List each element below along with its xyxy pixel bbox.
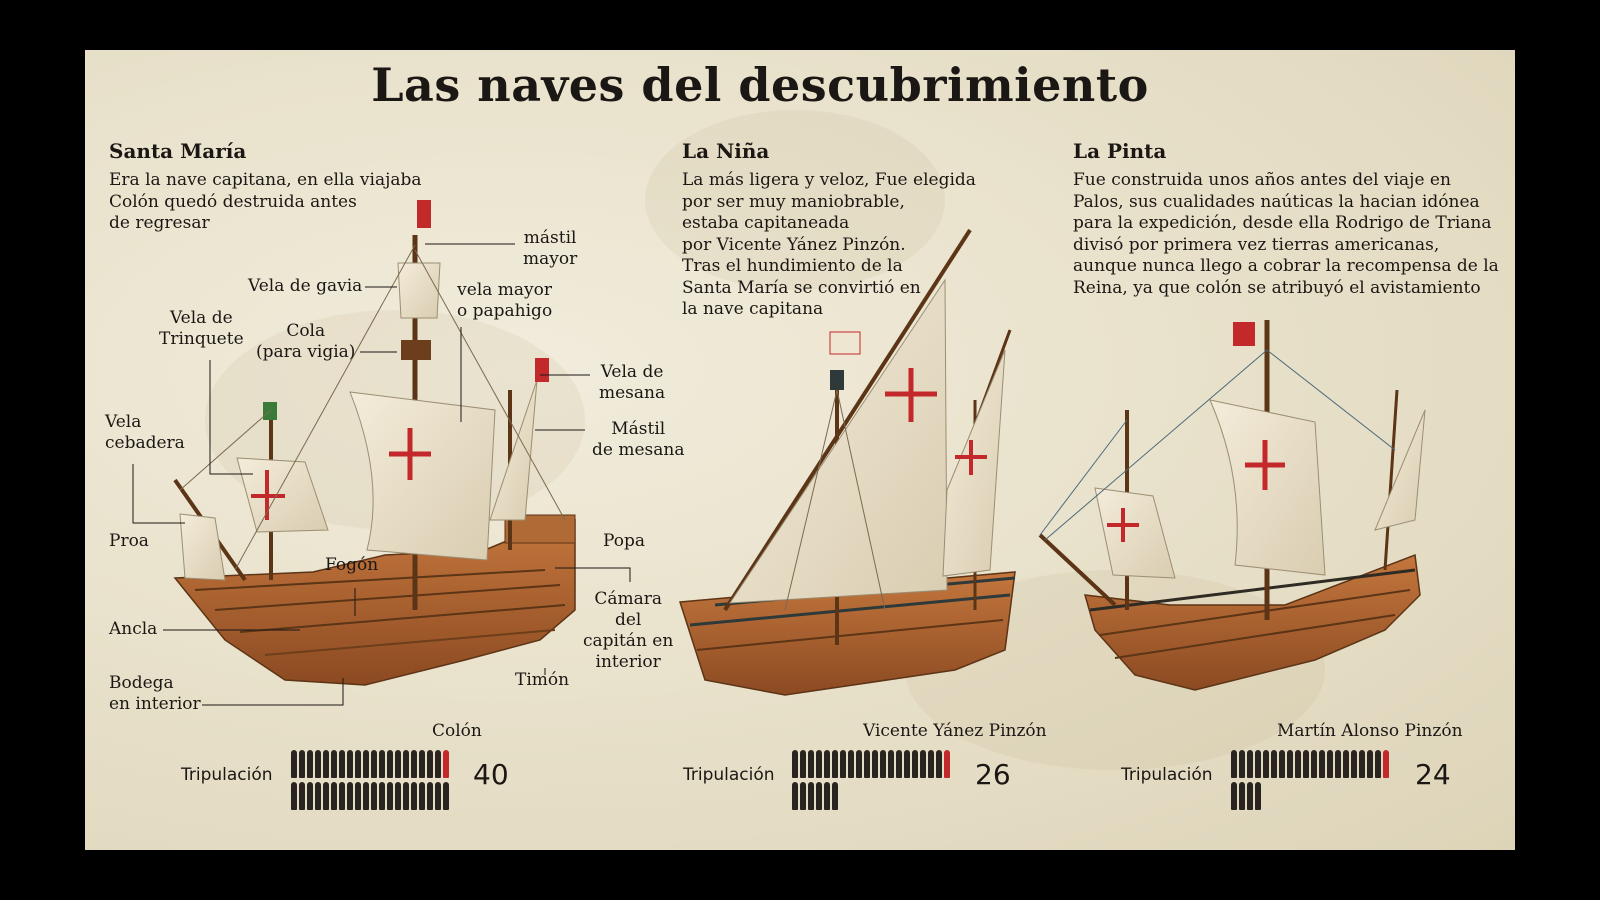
crew-person-icon xyxy=(864,750,870,778)
crew-person-icon xyxy=(339,750,345,778)
label-vela-gavia: Vela de gavia xyxy=(248,276,363,296)
crew-person-icon xyxy=(403,750,409,778)
crew-person-icon xyxy=(331,750,337,778)
crew-person-icon xyxy=(299,782,305,810)
crew-person-icon xyxy=(379,782,385,810)
crew-person-icon xyxy=(1311,750,1317,778)
crew-person-icon xyxy=(840,750,846,778)
ship-description-la-nina: La más ligera y veloz, Fue elegida por ser muy maniobrable, estaba capitaneada por Vicente Yánez Pinzón. Tras el hundimiento de la Santa María se convirtió en la nave capitana xyxy=(682,170,976,319)
ship-name-la-nina: La Niña xyxy=(682,139,770,163)
crew-person-icon xyxy=(1343,750,1349,778)
crew-label-la-pinta: Tripulación xyxy=(1121,765,1213,785)
ship-name-la-pinta: La Pinta xyxy=(1073,139,1167,163)
crew-person-icon xyxy=(355,750,361,778)
crew-person-icon xyxy=(331,782,337,810)
label-cola: Cola (para vigia) xyxy=(256,321,356,362)
label-fogon: Fogón xyxy=(325,555,379,575)
label-proa: Proa xyxy=(109,531,149,551)
crew-person-icon xyxy=(435,750,441,778)
crew-person-icon xyxy=(1279,750,1285,778)
crew-person-icon xyxy=(315,750,321,778)
label-popa: Popa xyxy=(603,531,646,551)
crew-icons-la-pinta xyxy=(1231,750,1389,778)
crew-person-icon xyxy=(816,750,822,778)
crew-person-icon xyxy=(1239,782,1245,810)
crew-person-icon xyxy=(291,750,297,778)
crew-person-icon xyxy=(1255,782,1261,810)
crew-person-icon xyxy=(1263,750,1269,778)
crew-person-icon xyxy=(355,782,361,810)
crew-person-icon xyxy=(1239,750,1245,778)
crew-person-icon xyxy=(419,750,425,778)
crew-person-icon xyxy=(371,750,377,778)
label-camara: Cámara del capitán en interior xyxy=(583,589,674,672)
crew-person-icon xyxy=(920,750,926,778)
crew-person-icon xyxy=(944,750,950,778)
crew-person-icon xyxy=(1335,750,1341,778)
crew-person-icon xyxy=(403,782,409,810)
crew-person-icon xyxy=(792,782,798,810)
crew-person-icon xyxy=(904,750,910,778)
crew-person-icon xyxy=(1367,750,1373,778)
crew-person-icon xyxy=(880,750,886,778)
ship-name-santa-maria: Santa María xyxy=(109,139,247,163)
crew-person-icon xyxy=(856,750,862,778)
crew-person-icon xyxy=(800,750,806,778)
santa-maria-drawing xyxy=(175,200,578,685)
label-bodega: Bodega en interior xyxy=(109,673,201,714)
label-vela-mesana: Vela de mesana xyxy=(599,362,666,403)
crew-icons-santa-maria xyxy=(291,782,449,810)
crew-person-icon xyxy=(1231,782,1237,810)
crew-person-icon xyxy=(387,750,393,778)
crew-person-icon xyxy=(1383,750,1389,778)
crew-person-icon xyxy=(291,782,297,810)
crew-person-icon xyxy=(1271,750,1277,778)
crew-icons-la-pinta xyxy=(1231,782,1261,810)
crew-person-icon xyxy=(1375,750,1381,778)
crew-person-icon xyxy=(1247,750,1253,778)
crew-person-icon xyxy=(363,782,369,810)
crew-person-icon xyxy=(411,750,417,778)
crew-label-la-nina: Tripulación xyxy=(683,765,775,785)
infographic-panel xyxy=(85,50,1515,850)
crew-person-icon xyxy=(832,750,838,778)
crew-person-icon xyxy=(1359,750,1365,778)
crew-person-icon xyxy=(435,782,441,810)
crew-person-icon xyxy=(808,782,814,810)
crew-person-icon xyxy=(1255,750,1261,778)
crew-person-icon xyxy=(427,750,433,778)
label-mastil-mesana: Mástil de mesana xyxy=(592,419,685,460)
crew-person-icon xyxy=(427,782,433,810)
crew-person-icon xyxy=(1247,782,1253,810)
crew-person-icon xyxy=(824,750,830,778)
crew-person-icon xyxy=(1319,750,1325,778)
crew-count-la-pinta: 24 xyxy=(1415,758,1451,791)
crew-person-icon xyxy=(323,782,329,810)
captain-la-nina: Vicente Yánez Pinzón xyxy=(863,721,1047,741)
crew-person-icon xyxy=(1327,750,1333,778)
label-timon: Timón xyxy=(515,670,570,690)
crew-person-icon xyxy=(307,782,313,810)
label-vela-mayor: vela mayor o papahigo xyxy=(457,280,553,321)
crew-person-icon xyxy=(299,750,305,778)
crew-person-icon xyxy=(848,750,854,778)
crew-person-icon xyxy=(888,750,894,778)
crew-person-icon xyxy=(808,750,814,778)
crew-person-icon xyxy=(928,750,934,778)
crew-person-icon xyxy=(1231,750,1237,778)
crew-person-icon xyxy=(1303,750,1309,778)
crew-person-icon xyxy=(912,750,918,778)
crew-person-icon xyxy=(800,782,806,810)
crew-person-icon xyxy=(379,750,385,778)
crew-icons-la-nina xyxy=(792,782,838,810)
crew-person-icon xyxy=(395,782,401,810)
label-ancla: Ancla xyxy=(109,619,158,639)
page-title: Las naves del descubrimiento xyxy=(371,58,1149,112)
crew-person-icon xyxy=(792,750,798,778)
crew-count-santa-maria: 40 xyxy=(473,758,509,791)
crew-person-icon xyxy=(1295,750,1301,778)
crew-person-icon xyxy=(315,782,321,810)
crew-person-icon xyxy=(896,750,902,778)
la-pinta-drawing xyxy=(1040,320,1425,690)
crew-person-icon xyxy=(1351,750,1357,778)
crew-person-icon xyxy=(307,750,313,778)
crew-person-icon xyxy=(387,782,393,810)
crew-person-icon xyxy=(443,750,449,778)
crew-person-icon xyxy=(347,782,353,810)
label-mastil-mayor: mástil mayor xyxy=(523,228,578,269)
captain-la-pinta: Martín Alonso Pinzón xyxy=(1277,721,1463,741)
crew-person-icon xyxy=(363,750,369,778)
crew-person-icon xyxy=(872,750,878,778)
crew-person-icon xyxy=(395,750,401,778)
label-vela-cebadera: Vela cebadera xyxy=(105,412,185,453)
ship-description-la-pinta: Fue construida unos años antes del viaje en Palos, sus cualidades naúticas la hacian idónea para la expedición, desde ella Rodrigo de Triana divisó por primera vez tierras americanas, aunque nunca llego a cobrar la recompensa de la Reina, ya que colón se atribuyó el avistamiento xyxy=(1073,170,1499,298)
crew-person-icon xyxy=(411,782,417,810)
crew-person-icon xyxy=(832,782,838,810)
crew-icons-santa-maria xyxy=(291,750,449,778)
crew-person-icon xyxy=(419,782,425,810)
crew-person-icon xyxy=(323,750,329,778)
crew-person-icon xyxy=(1287,750,1293,778)
crew-person-icon xyxy=(824,782,830,810)
crew-person-icon xyxy=(816,782,822,810)
crew-count-la-nina: 26 xyxy=(975,758,1011,791)
crew-person-icon xyxy=(936,750,942,778)
captain-santa-maria: Colón xyxy=(432,721,482,741)
crew-icons-la-nina xyxy=(792,750,950,778)
label-vela-trinquete: Vela de Trinquete xyxy=(159,308,244,349)
crew-person-icon xyxy=(443,782,449,810)
crew-person-icon xyxy=(371,782,377,810)
crew-person-icon xyxy=(339,782,345,810)
crew-label-santa-maria: Tripulación xyxy=(181,765,273,785)
crew-person-icon xyxy=(347,750,353,778)
ship-description-santa-maria: Era la nave capitana, en ella viajaba Colón quedó destruida antes de regresar xyxy=(109,170,422,233)
